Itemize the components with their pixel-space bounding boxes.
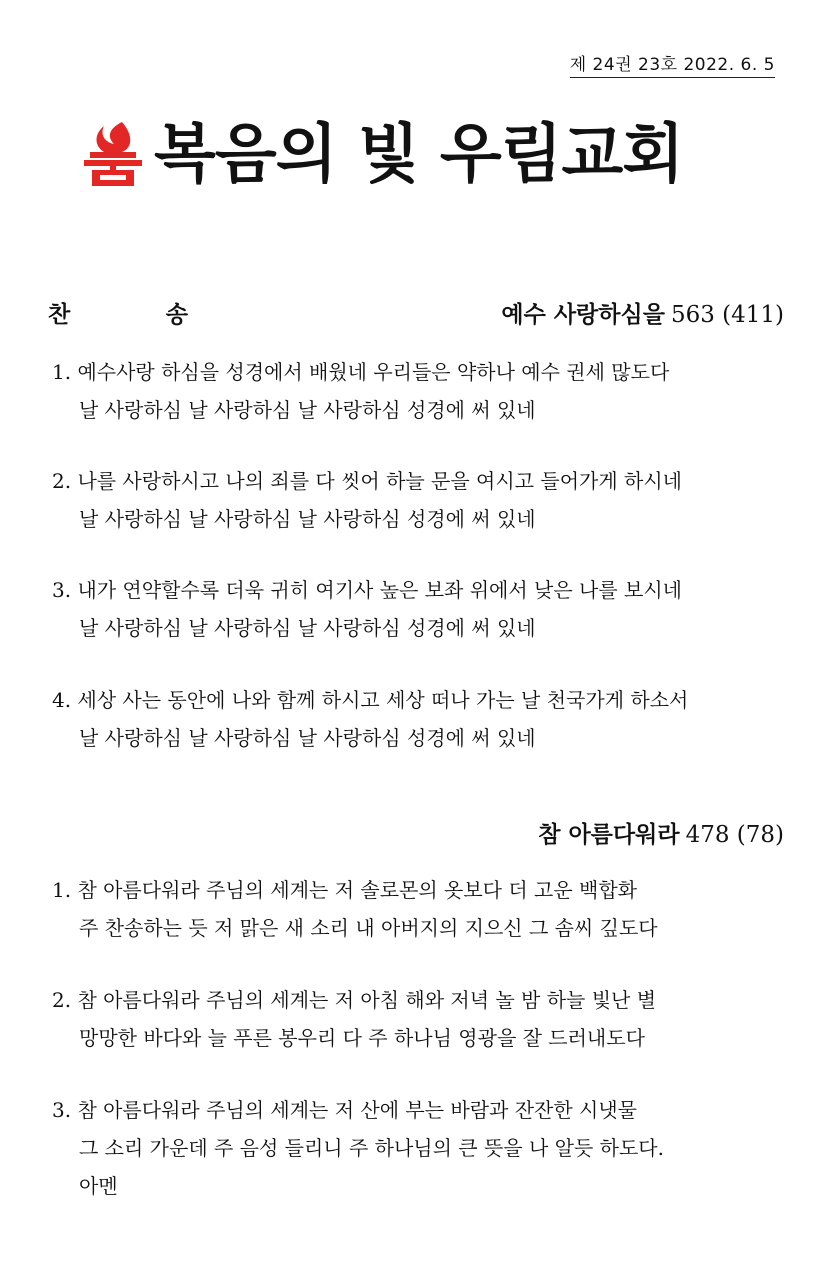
verse-line: 주 찬송하는 듯 저 맑은 새 소리 내 아버지의 지으신 그 솜씨 깊도다 — [79, 916, 658, 940]
hymn-1-verse-3 — [52, 571, 792, 647]
verse-line: 1. 참 아름다워라 주님의 세계는 저 솔로몬의 옷보다 더 고운 백합화 — [52, 878, 637, 902]
amen-line: 아멘 — [79, 1174, 118, 1198]
hymn-2-numbers: 478 (78) — [685, 822, 784, 848]
church-name: 복음의 빛 우림교회 — [154, 118, 684, 192]
verse-line: 3. 내가 연약할수록 더욱 귀히 여기사 높은 보좌 위에서 낮은 나를 보시네 — [52, 578, 682, 602]
hymn-2-verse-1 — [52, 871, 792, 947]
hymn-2-verse-3 — [52, 1091, 792, 1205]
issue-date: 제 24권 23호 2022. 6. 5 — [570, 50, 775, 78]
section-label — [48, 296, 188, 329]
section-label-char-2: 송 — [165, 301, 188, 328]
verse-line: 날 사랑하심 날 사랑하심 날 사랑하심 성경에 써 있네 — [79, 398, 536, 422]
hymn-2-title — [538, 816, 784, 849]
hymn-2-header — [48, 816, 784, 849]
hymn-1-verse-2 — [52, 462, 792, 538]
verse-line: 4. 세상 사는 동안에 나와 함께 하시고 세상 떠나 가는 날 천국가게 하소서 — [52, 688, 689, 712]
hymn-1-title — [501, 296, 784, 329]
verse-line: 날 사랑하심 날 사랑하심 날 사랑하심 성경에 써 있네 — [79, 616, 536, 640]
verse-line: 그 소리 가운데 주 음성 들리니 주 하나님의 큰 뜻을 나 알듯 하도다. — [79, 1136, 664, 1160]
hymn-2-verse-2 — [52, 981, 792, 1057]
verse-line: 날 사랑하심 날 사랑하심 날 사랑하심 성경에 써 있네 — [79, 726, 536, 750]
flame-church-logo-icon — [76, 118, 150, 192]
verse-line: 2. 참 아름다워라 주님의 세계는 저 아침 해와 저녁 놀 밤 하늘 빛난 별 — [52, 988, 657, 1012]
verse-line: 3. 참 아름다워라 주님의 세계는 저 산에 부는 바람과 잔잔한 시냇물 — [52, 1098, 637, 1122]
hymn-1-verse-4 — [52, 681, 792, 757]
hymn-1-numbers: 563 (411) — [670, 302, 784, 328]
masthead — [76, 118, 683, 192]
section-label-char-1: 찬 — [48, 301, 71, 328]
verse-line: 날 사랑하심 날 사랑하심 날 사랑하심 성경에 써 있네 — [79, 507, 536, 531]
hymn-1-title-text: 예수 사랑하심을 — [501, 301, 665, 328]
verse-line: 망망한 바다와 늘 푸른 봉우리 다 주 하나님 영광을 잘 드러내도다 — [79, 1026, 645, 1050]
hymn-1-header — [48, 296, 784, 329]
verse-line: 2. 나를 사랑하시고 나의 죄를 다 씻어 하늘 문을 여시고 들어가게 하시네 — [52, 469, 682, 493]
verse-line: 1. 예수사랑 하심을 성경에서 배웠네 우리들은 약하나 예수 권세 많도다 — [52, 360, 670, 384]
hymn-2-title-text: 참 아름다워라 — [538, 821, 680, 848]
hymn-1-verse-1 — [52, 353, 792, 429]
